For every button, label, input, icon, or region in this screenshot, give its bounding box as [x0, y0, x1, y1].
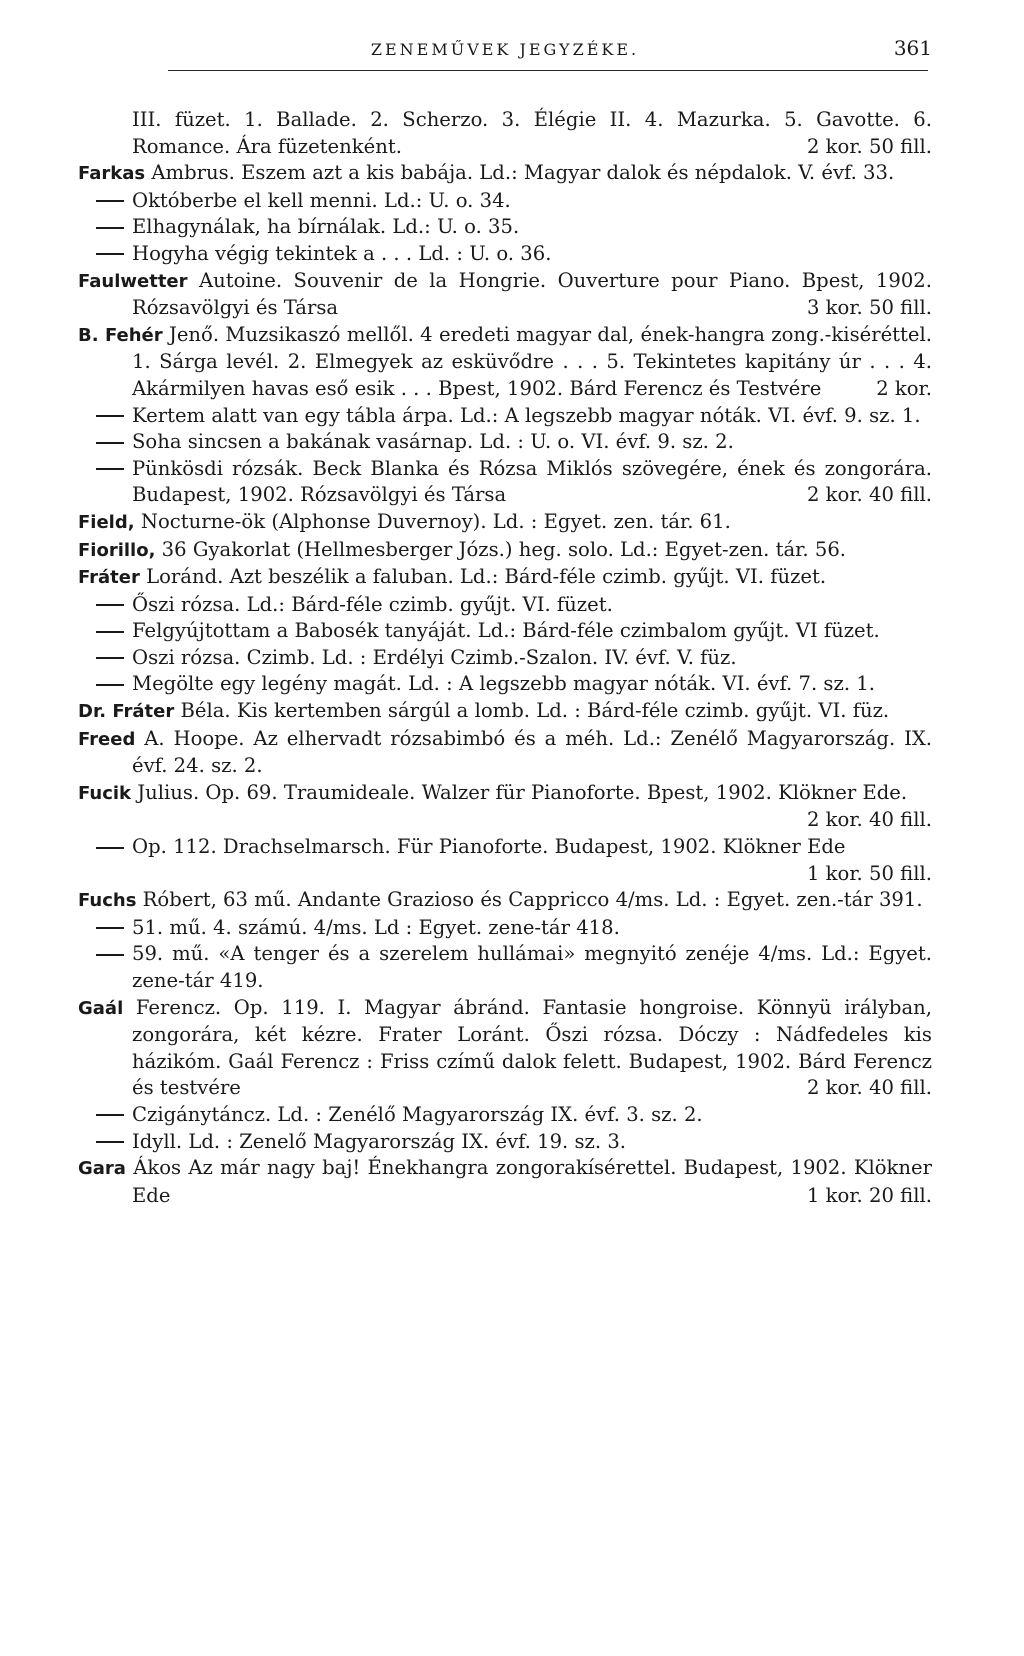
entry-text: Ákos Az már nagy baj! Énekhangra zongorakísérettel. Budapest, 1902. Klökner Ede: [132, 1156, 932, 1207]
composer-name: B. Fehér: [78, 324, 163, 346]
header-rule: [168, 70, 928, 71]
entry-text: Ambrus. Eszem azt a kis babája. Ld.: Magyar dalok és népdalok. V. évf. 33.: [151, 161, 895, 185]
catalogue-entry: [78, 160, 932, 188]
composer-name: Gaál: [78, 997, 124, 1019]
catalogue-entry: [78, 268, 932, 322]
catalogue-subentry: [78, 645, 932, 672]
composer-name: Fuchs: [78, 890, 137, 912]
composer-name: Dr. Fráter: [78, 701, 175, 723]
ditto-dash: [96, 188, 132, 215]
composer-name: Fráter: [78, 567, 140, 589]
ditto-dash: [96, 671, 132, 698]
page-number: 361: [893, 36, 932, 60]
composer-name: Freed: [78, 728, 136, 750]
entry-text: Oszi rózsa. Czimb. Ld. : Erdélyi Czimb.-Szalon. IV. évf. V. füz.: [132, 645, 737, 669]
composer-name: Farkas: [78, 163, 146, 185]
catalogue-entry: [78, 780, 932, 834]
entry-text: Nocturne-ök (Alphonse Duvernoy). Ld. : Egyet. zen. tár. 61.: [140, 509, 731, 533]
catalogue-continuation: [78, 107, 932, 160]
composer-name: Fiorillo,: [78, 539, 156, 561]
entry-text: Op. 112. Drachselmarsch. Für Pianoforte. Budapest, 1902. Klökner Ede: [132, 835, 846, 859]
entry-text: Róbert, 63 mű. Andante Grazioso és Cappricco 4/ms. Ld. : Egyet. zen.-tár 391.: [142, 888, 923, 912]
entry-price: 3 kor. 50 fill.: [806, 296, 932, 320]
composer-name: Gara: [78, 1158, 126, 1180]
entry-text: 59. mű. «A tenger és a szerelem hullámai» megnyitó zenéje 4/ms. Ld.: Egyet. zene-tár 419.: [132, 942, 932, 992]
catalogue-entry: [78, 322, 932, 403]
entry-text: Kertem alatt van egy tábla árpa. Ld.: A legszebb magyar nóták. VI. évf. 9. sz. 1.: [132, 403, 921, 427]
catalogue-entry: [78, 726, 932, 780]
entry-price: 2 kor. 40 fill.: [806, 808, 932, 832]
ditto-dash: [96, 214, 132, 241]
ditto-dash: [96, 403, 132, 430]
ditto-dash: [96, 1102, 132, 1129]
ditto-dash: [96, 915, 132, 942]
ditto-dash: [96, 241, 132, 268]
entry-price: 1 kor. 50 fill.: [806, 861, 932, 885]
ditto-dash: [96, 645, 132, 672]
catalogue-subentry: [78, 592, 932, 619]
catalogue-subentry: [78, 1129, 932, 1156]
running-title: ZENEMŰVEK JEGYZÉKE.: [370, 40, 640, 59]
catalogue-subentry: [78, 941, 932, 994]
entry-text: Őszi rózsa. Ld.: Bárd-féle czimb. gyűjt. VI. füzet.: [132, 592, 613, 616]
catalogue-subentry: [78, 429, 932, 456]
ditto-dash: [96, 1129, 132, 1156]
entry-text: Autoine. Souvenir de la Hongrie. Ouverture pour Piano. Bpest, 1902. Rózsavölgyi és Társa: [132, 268, 932, 320]
catalogue-entry: [78, 887, 932, 915]
catalogue-subentry: [78, 618, 932, 645]
composer-name: Fucik: [78, 782, 132, 804]
ditto-dash: [96, 834, 132, 861]
entry-text: Julius. Op. 69. Traumideale. Walzer für Pianoforte. Bpest, 1902. Klökner Ede.: [137, 780, 908, 804]
entry-text: Megölte egy legény magát. Ld. : A legszebb magyar nóták. VI. évf. 7. sz. 1.: [132, 672, 875, 696]
entry-text: Hogyha végig tekintek a . . . Ld. : U. o. 36.: [132, 241, 552, 265]
entry-text: 36 Gyakorlat (Hellmesberger Józs.) heg. solo. Ld.: Egyet-zen. tár. 56.: [161, 537, 847, 561]
catalogue-entry: [78, 537, 932, 565]
entry-text: Béla. Kis kertemben sárgúl a lomb. Ld. : Bárd-féle czimb. gyűjt. VI. füz.: [180, 699, 890, 723]
catalogue-subentry: [78, 456, 932, 509]
catalogue-entry: [78, 564, 932, 592]
entry-text: Elhagynálak, ha bírnálak. Ld.: U. o. 35.: [132, 215, 520, 239]
ditto-dash: [96, 429, 132, 456]
entry-text: Pünkösdi rózsák. Beck Blanka és Rózsa Miklós szövegére, ének és zongorára. Budapest, 1902. Rózsavölgyi és Társa: [132, 456, 932, 507]
entry-price: 2 kor. 40 fill.: [806, 483, 932, 507]
running-head: [78, 36, 932, 66]
catalogue-subentry: [78, 188, 932, 215]
ditto-dash: [96, 456, 132, 483]
entry-text: Loránd. Azt beszélik a faluban. Ld.: Bárd-féle czimb. gyűjt. VI. füzet.: [146, 565, 827, 589]
entry-text: Ferencz. Op. 119. I. Magyar ábránd. Fantasie hongroise. Könnyü irályban, zongorára, két kézre. Frater Loránt. Őszi rózsa. Dóczy : Nádfedeles kis házikóm. Gaál Ferencz : Friss czímű dalok felett. Budapest, 1902. Bárd Ferencz és testvére: [132, 995, 932, 1100]
catalogue-subentry: [78, 834, 932, 887]
entry-text: Jenő. Muzsikaszó mellől. 4 eredeti magyar dal, ének-hangra zong.-kiséréttel. 1. Sárga levél. 2. Elmegyek az esküvődre . . . 5. Tekintetes kapitány úr . . . 4. Akármilyen havas eső esik . . . Bpest, 1902. Bárd Ferencz és Testvére: [132, 322, 933, 400]
entry-text: Felgyújtottam a Babosék tanyáját. Ld.: Bárd-féle czimbalom gyűjt. VI füzet.: [132, 619, 880, 643]
composer-name: Field,: [78, 511, 135, 533]
entry-text: Októberbe el kell menni. Ld.: U. o. 34.: [132, 188, 511, 212]
entry-text: III. füzet. 1. Ballade. 2. Scherzo. 3. Élégie II. 4. Mazurka. 5. Gavotte. 6. Romance. Ára füzetenként.: [132, 108, 932, 158]
composer-name: Faulwetter: [78, 270, 188, 292]
catalogue-entries: [78, 107, 932, 1209]
ditto-dash: [96, 941, 132, 968]
entry-price: 2 kor.: [876, 376, 932, 400]
entry-text: Soha sincsen a bakának vasárnap. Ld. : U. o. VI. évf. 9. sz. 2.: [132, 430, 734, 454]
catalogue-entry: [78, 1155, 932, 1209]
catalogue-subentry: [78, 1102, 932, 1129]
entry-price: 2 kor. 40 fill.: [806, 1076, 932, 1100]
catalogue-subentry: [78, 671, 932, 698]
catalogue-subentry: [78, 915, 932, 942]
entry-price: 1 kor. 20 fill.: [806, 1183, 932, 1207]
entry-text: A. Hoope. Az elhervadt rózsabimbó és a méh. Ld.: Zenélő Magyarország. IX. évf. 24. sz. 2.: [132, 726, 932, 778]
entry-price: 2 kor. 50 fill.: [806, 134, 932, 158]
catalogue-entry: [78, 698, 932, 726]
ditto-dash: [96, 592, 132, 619]
book-page: [78, 36, 932, 1209]
catalogue-entry: [78, 995, 932, 1102]
catalogue-subentry: [78, 214, 932, 241]
ditto-dash: [96, 618, 132, 645]
catalogue-entry: [78, 509, 932, 537]
entry-text: 51. mű. 4. számú. 4/ms. Ld : Egyet. zene-tár 418.: [132, 915, 620, 939]
catalogue-subentry: [78, 241, 932, 268]
entry-text: Czigánytáncz. Ld. : Zenélő Magyarország IX. évf. 3. sz. 2.: [132, 1102, 703, 1126]
entry-text: Idyll. Ld. : Zenelő Magyarország IX. évf. 19. sz. 3.: [132, 1129, 627, 1153]
catalogue-subentry: [78, 403, 932, 430]
